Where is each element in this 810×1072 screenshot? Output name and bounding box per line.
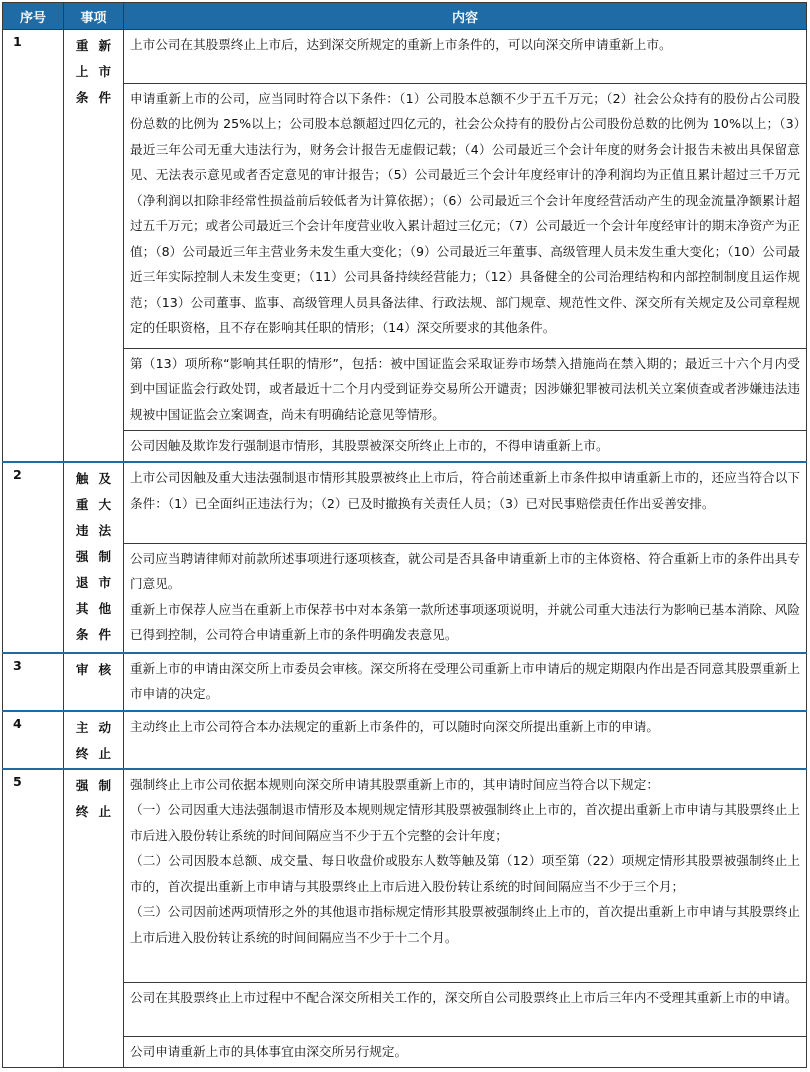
row-topic-label: 重新上市条件 bbox=[75, 38, 112, 105]
table-row bbox=[3, 83, 807, 348]
row-topic bbox=[64, 711, 124, 769]
row-topic bbox=[64, 30, 124, 463]
content-cell: 上市公司在其股票终止上市后，达到深交所规定的重新上市条件的，可以向深交所申请重新上市。 bbox=[124, 30, 807, 84]
row-number: 1 bbox=[3, 30, 64, 463]
table-header-row bbox=[3, 3, 807, 30]
table-row bbox=[3, 431, 807, 463]
content-cell: 第（13）项所称“影响其任职的情形”，包括：被中国证监会采取证券市场禁入措施尚在禁入期的；最近三十六个月内受到中国证监会行政处罚，或者最近十二个月内受到证券交易所公开谴责；因涉嫌犯罪被司法机关立案侦查或者涉嫌违法违规被中国证监会立案调查，尚未有明确结论意见等情形。 bbox=[124, 348, 807, 431]
content-cell: 公司应当聘请律师对前款所述事项进行逐项核查，就公司是否具备申请重新上市的主体资格、符合重新上市的条件出具专门意见。 重新上市保荐人应当在重新上市保荐书中对本条第一款所述事项逐项说明，并就公司重大违法行为影响已基本消除、风险已得到控制，公司符合申请重新上市的条件明确发表意见。 bbox=[124, 543, 807, 653]
content-cell: 上市公司因触及重大违法强制退市情形其股票被终止上市后，符合前述重新上市条件拟申请重新上市的，还应当符合以下条件：（1）已全面纠正违法行为；（2）已及时撤换有关责任人员；（3）已对民事赔偿责任作出妥善安排。 bbox=[124, 462, 807, 543]
row-topic bbox=[64, 653, 124, 711]
row-number: 2 bbox=[3, 462, 64, 652]
content-cell: 主动终止上市公司符合本办法规定的重新上市条件的，可以随时向深交所提出重新上市的申请。 bbox=[124, 711, 807, 769]
row-number: 4 bbox=[3, 711, 64, 769]
row-topic-label: 触及重大违法强制退市其他条件 bbox=[75, 471, 112, 643]
row-topic bbox=[64, 769, 124, 1068]
table-row bbox=[3, 543, 807, 653]
content-cell: 公司申请重新上市的具体事宜由深交所另行规定。 bbox=[124, 1036, 807, 1067]
header-no: 序号 bbox=[3, 3, 64, 30]
table-row bbox=[3, 982, 807, 1036]
row-number: 5 bbox=[3, 769, 64, 1068]
row-number: 3 bbox=[3, 653, 64, 711]
rules-table bbox=[2, 2, 807, 1068]
row-topic-label: 强制终止 bbox=[75, 777, 112, 819]
table-row bbox=[3, 462, 807, 543]
row-topic-label: 审核 bbox=[75, 661, 112, 677]
table-row bbox=[3, 30, 807, 84]
row-topic bbox=[64, 462, 124, 652]
table-row bbox=[3, 1036, 807, 1067]
table-row bbox=[3, 711, 807, 769]
content-cell: 强制终止上市公司依据本规则向深交所申请其股票重新上市的，其申请时间应当符合以下规定： （一）公司因重大违法强制退市情形及本规则规定情形其股票被强制终止上市的，首次提出重新上市申请与其股票终止上市后进入股份转让系统的时间间隔应当不少于五个完整的会计年度； （二）公司因股本总额、成交量、每日收盘价或股东人数等触及第（12）项至第（22）项规定情形其股票被强制终止上市的，首次提出重新上市申请与其股票终止上市后进入股份转让系统的时间间隔应当不少于三个月； （三）公司因前述两项情形之外的其他退市指标规定情形其股票被强制终止上市的，首次提出重新上市申请与其股票终止上市后进入股份转让系统的时间间隔应当不少于十二个月。 bbox=[124, 769, 807, 983]
content-cell: 重新上市的申请由深交所上市委员会审核。深交所将在受理公司重新上市申请后的规定期限内作出是否同意其股票重新上市申请的决定。 bbox=[124, 653, 807, 711]
table-row bbox=[3, 653, 807, 711]
table-row bbox=[3, 769, 807, 983]
table-row bbox=[3, 348, 807, 431]
header-content: 内容 bbox=[124, 3, 807, 30]
content-cell: 申请重新上市的公司，应当同时符合以下条件：（1）公司股本总额不少于五千万元；（2）社会公众持有的股份占公司股份总数的比例为 25%以上；公司股本总额超过四亿元的，社会公众持有的股份占公司股份总数的比例为 10%以上；（3）最近三年公司无重大违法行为，财务会计报告无虚假记载；（4）公司最近三个会计年度的财务会计报告未被出具保留意见、无法表示意见或者否定意见的审计报告；（5）公司最近三个会计年度经审计的净利润均为正值且累计超过三千万元（净利润以扣除非经常性损益前后较低者为计算依据）；（6）公司最近三个会计年度经营活动产生的现金流量净额累计超过五千万元；或者公司最近三个会计年度营业收入累计超过三亿元；（7）公司最近一个会计年度经审计的期末净资产为正值；（8）公司最近三年主营业务未发生重大变化；（9）公司最近三年董事、高级管理人员未发生重大变化；（10）公司最近三年实际控制人未发生变更；（11）公司具备持续经营能力；（12）具备健全的公司治理结构和内部控制制度且运作规范；（13）公司董事、监事、高级管理人员具备法律、行政法规、部门规章、规范性文件、深交所有关规定及公司章程规定的任职资格，且不存在影响其任职的情形；（14）深交所要求的其他条件。 bbox=[124, 83, 807, 348]
content-cell: 公司因触及欺诈发行强制退市情形，其股票被深交所终止上市的，不得申请重新上市。 bbox=[124, 431, 807, 463]
row-topic-label: 主动终止 bbox=[75, 719, 112, 761]
header-item: 事项 bbox=[64, 3, 124, 30]
content-cell: 公司在其股票终止上市过程中不配合深交所相关工作的，深交所自公司股票终止上市后三年内不受理其重新上市的申请。 bbox=[124, 982, 807, 1036]
